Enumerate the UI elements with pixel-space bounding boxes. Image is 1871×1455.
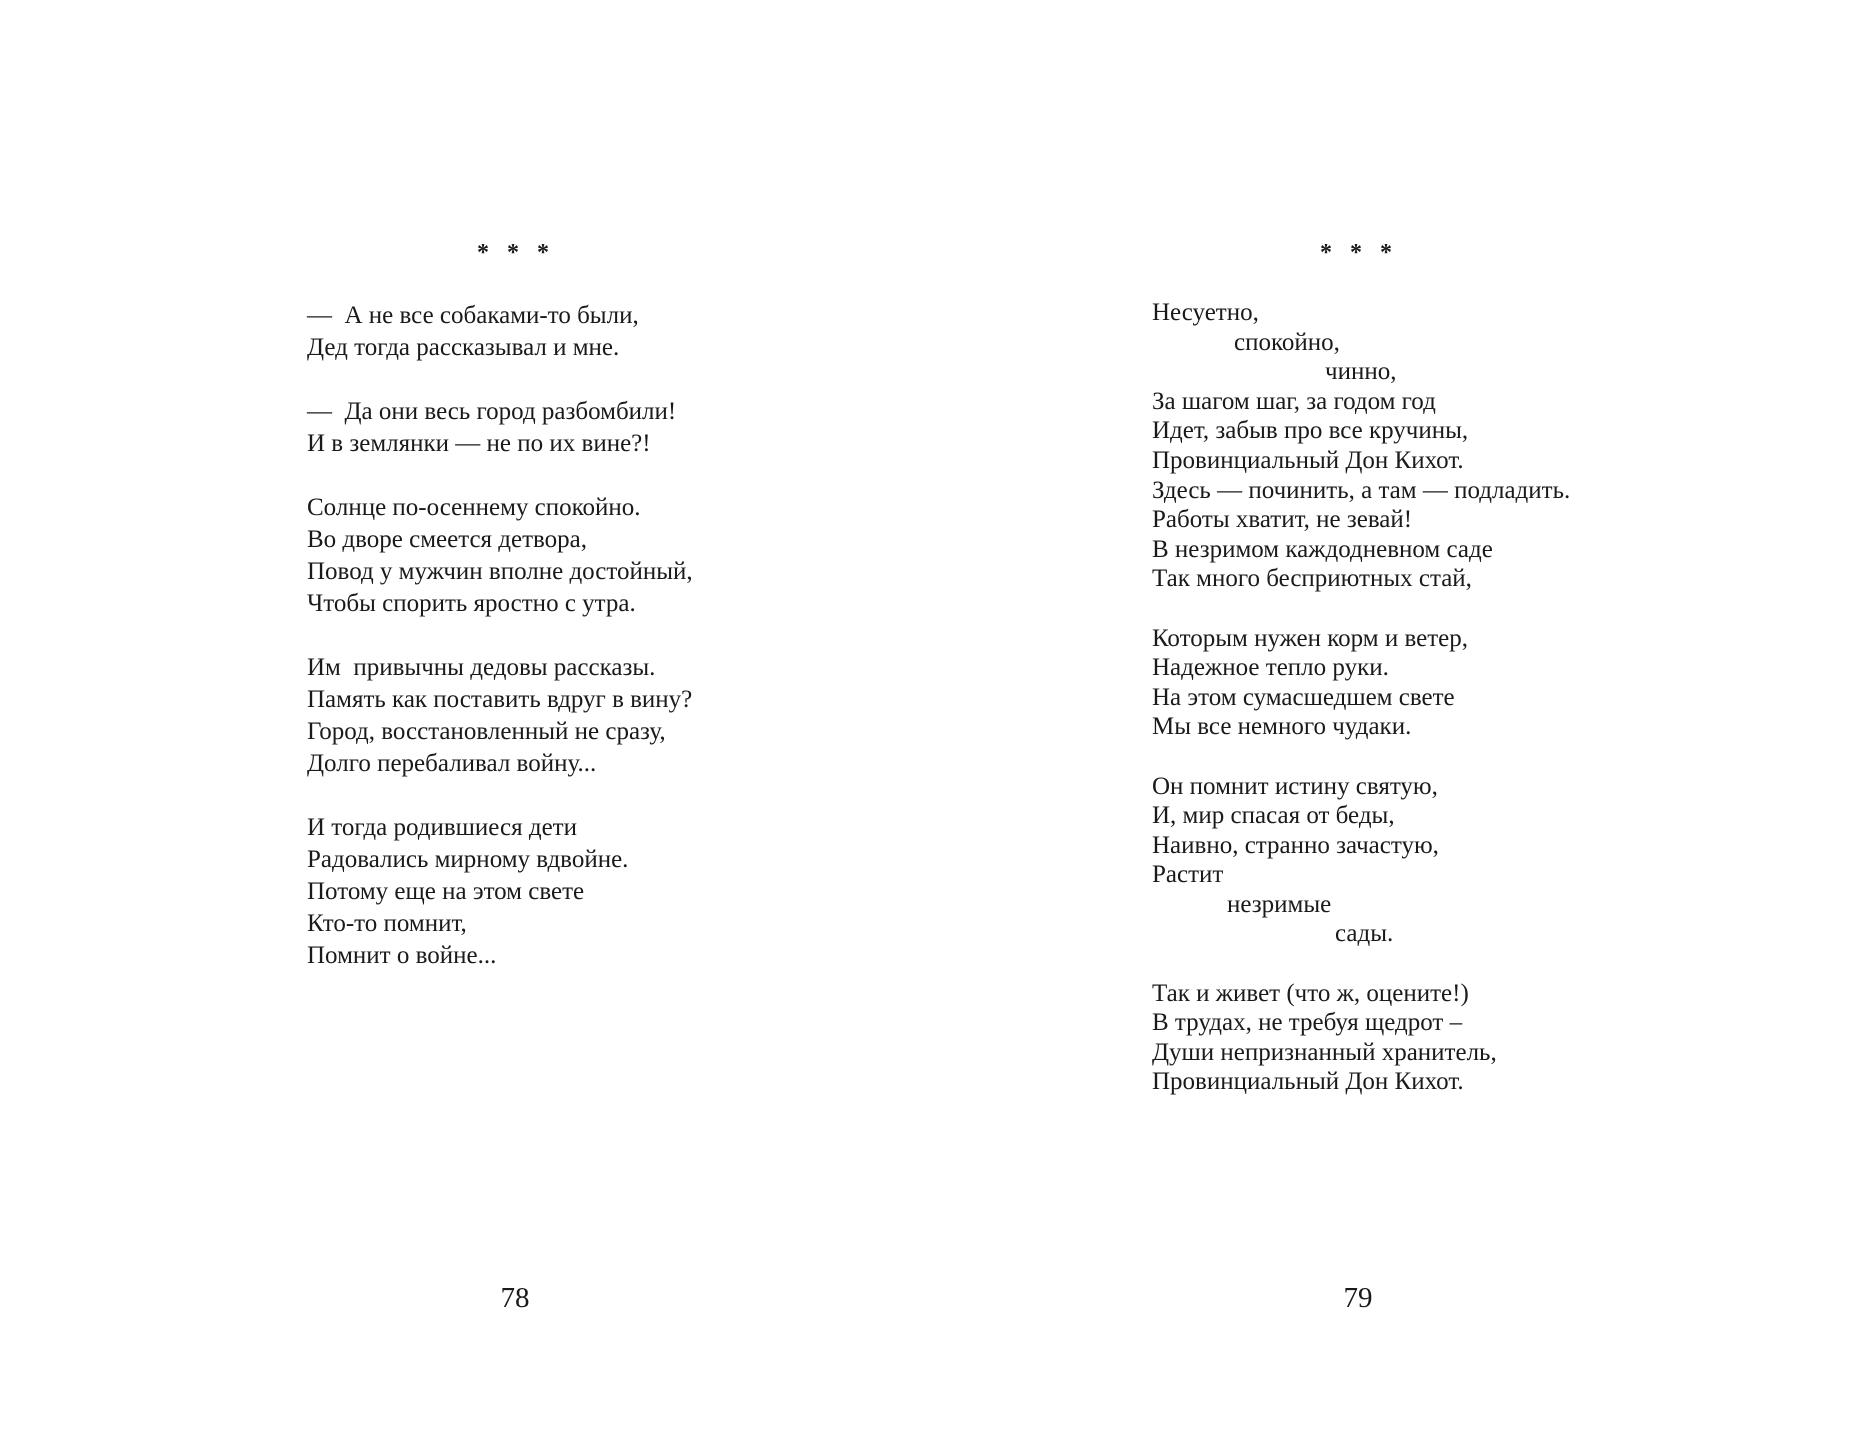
stanza <box>1152 772 1570 950</box>
poem-line: И тогда родившиеся дети <box>307 814 577 841</box>
page-number: 79 <box>1343 1282 1373 1314</box>
poem-line: Здесь — починить, а там — подладить. <box>1152 476 1571 504</box>
poem-line: незримые <box>1227 890 1332 918</box>
poem-line: Души непризнанный хранитель, <box>1152 1038 1497 1066</box>
poem-line: Солнце по-осеннему спокойно. <box>307 494 641 521</box>
poem-line: Им привычны дедовы рассказы. <box>307 654 656 681</box>
poem-line: И, мир спасая от беды, <box>1152 802 1395 830</box>
section-separator: * * * <box>477 240 555 266</box>
stanza <box>307 300 693 364</box>
poem-line: Надежное тепло руки. <box>1152 654 1389 682</box>
poem-line: Несуетно, <box>1152 299 1259 326</box>
poem-line: Идет, забыв про все кручины, <box>1152 417 1469 445</box>
poem-line: Дед тогда рассказывал и мне. <box>307 334 620 361</box>
poem-line: Мы все немного чудаки. <box>1152 713 1412 741</box>
poem-line: — Да они весь город разбомбили! <box>307 398 677 425</box>
poem-line: Чтобы спорить яростно с утра. <box>307 590 636 617</box>
stanza <box>307 812 693 972</box>
poem-line: На этом сумасшедшем свете <box>1152 683 1455 711</box>
poem-line: сады. <box>1335 920 1394 948</box>
poem-line: Провинциальный Дон Кихот. <box>1152 446 1464 474</box>
poem-line: Наивно, странно зачастую, <box>1152 831 1439 859</box>
poem-line: Город, восстановленный не сразу, <box>307 718 666 745</box>
stanza <box>1152 624 1570 742</box>
poem-line: Радовались мирному вдвойне. <box>307 846 629 873</box>
stanza <box>1152 298 1570 594</box>
poem-line: Повод у мужчин вполне достойный, <box>307 558 693 585</box>
poem-line: Растит <box>1152 861 1224 889</box>
poem-line: Кто-то помнит, <box>307 910 467 937</box>
stanza <box>307 652 693 780</box>
section-separator: * * * <box>1320 240 1398 266</box>
poem-line: И в землянки — не по их вине?! <box>307 430 651 457</box>
poem-line: За шагом шаг, за годом год <box>1152 387 1436 415</box>
poem-line: Так много бесприютных стай, <box>1152 565 1472 593</box>
poem-line: В трудах, не требуя щедрот – <box>1152 1009 1463 1037</box>
poem-line: — А не все собаками-то были, <box>307 302 639 329</box>
poem-line: Он помнит истину святую, <box>1152 772 1438 800</box>
poem-line: Работы хватит, не зевай! <box>1152 506 1413 534</box>
poem-line: Провинциальный Дон Кихот. <box>1152 1068 1464 1096</box>
poem-line: чинно, <box>1325 358 1397 386</box>
poem-line: Долго перебаливал войну... <box>307 750 597 777</box>
poem-line: Во дворе смеется детвора, <box>307 526 588 553</box>
stanza <box>307 396 693 460</box>
poem-left <box>307 300 693 1004</box>
page-number: 78 <box>500 1282 530 1314</box>
left-page <box>0 0 935 1455</box>
poem-line: Потому еще на этом свете <box>307 878 585 905</box>
right-page <box>935 0 1871 1455</box>
stanza <box>307 492 693 620</box>
poem-line: Которым нужен корм и ветер, <box>1152 624 1469 652</box>
poem-line: Так и живет (что ж, оцените!) <box>1152 979 1469 1007</box>
poem-line: спокойно, <box>1234 328 1340 356</box>
stanza <box>1152 979 1570 1097</box>
poem-line: Память как поставить вдруг в вину? <box>307 686 693 713</box>
poem-line: В незримом каждодневном саде <box>1152 535 1493 563</box>
poem-line: Помнит о войне... <box>307 942 497 969</box>
poem-right <box>1152 298 1570 1127</box>
